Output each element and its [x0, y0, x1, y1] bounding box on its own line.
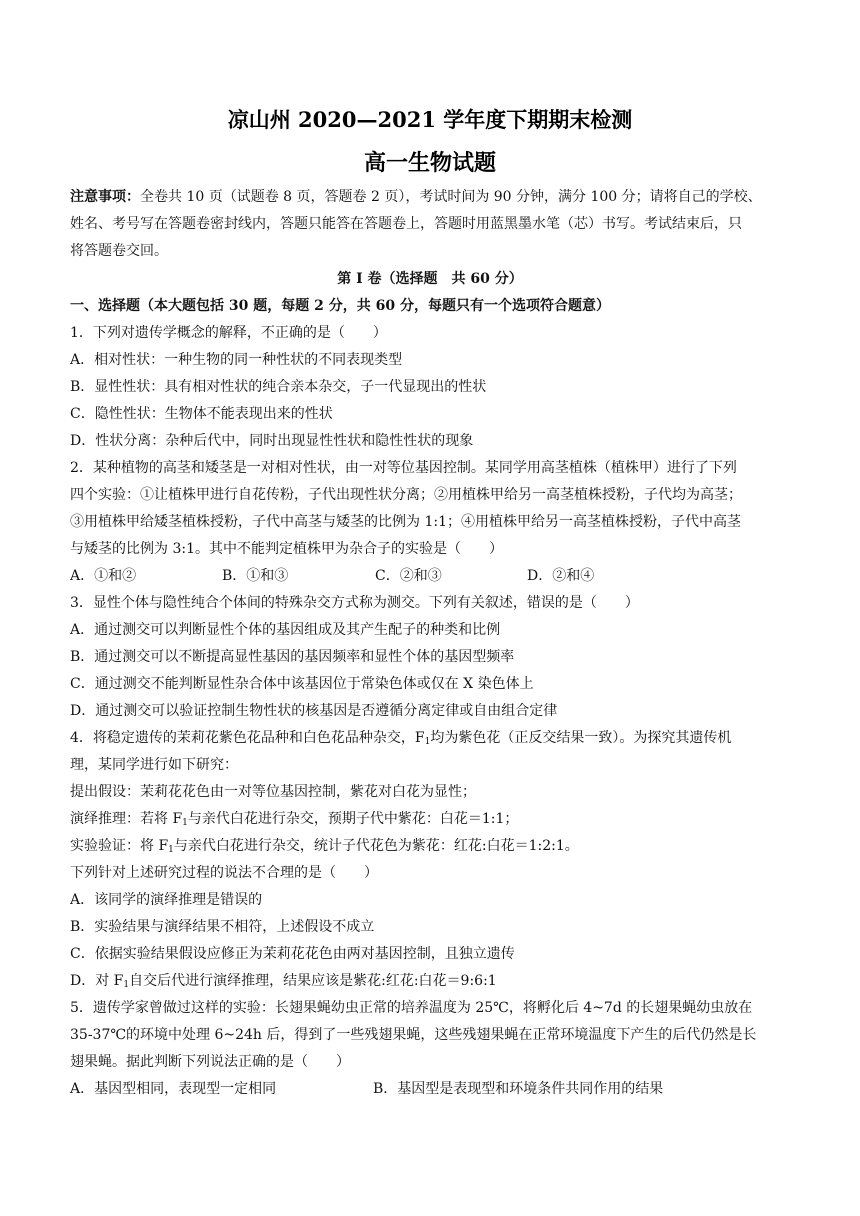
q5-stem-line-1: 5．遗传学家曾做过这样的实验：长翅果蝇幼虫正常的培养温度为 25℃，将孵化后 4~7d 的长翅果蝇幼虫放在	[70, 1000, 753, 1016]
q4-hypothesis: 提出假设：茉莉花花色由一对等位基因控制，紫花对白花为显性；	[70, 784, 476, 800]
q4-optd-subscript: 1	[123, 980, 130, 990]
q4-option-a: A．该同学的演绎推理是错误的	[70, 892, 263, 908]
notice-text-1: 全卷共 10 页（试题卷 8 页，答题卷 2 页），考试时间为 90 分钟，满分 100 分；请将自己的学校、	[140, 189, 762, 205]
volume-title: 第 I 卷（选择题 共 60 分）	[337, 271, 523, 287]
q4-line4-subscript: 1	[182, 818, 188, 828]
q4-line1-part1: 4．将稳定遗传的茉莉花紫色花品种和白色花品种杂交，F	[70, 730, 425, 746]
q4-line5-subscript: 1	[168, 845, 174, 855]
q2-option-c: C．②和③	[375, 568, 442, 584]
q4-line5-part1: 实验验证：将 F	[70, 838, 169, 854]
q4-line4-part2: 与亲代白花进行杂交，预期子代中紫花：白花＝1:1；	[187, 811, 519, 827]
q4-question: 下列针对上述研究过程的说法不合理的是（ ）	[70, 865, 378, 881]
q3-option-a: A．通过测交可以判断显性个体的基因组成及其产生配子的种类和比例	[70, 622, 501, 638]
q2-option-d: D．②和④	[527, 568, 595, 584]
q2-stem-line-1: 2．某种植物的高茎和矮茎是一对相对性状，由一对等位基因控制。某同学用高茎植株（植株甲）进行了下列	[70, 460, 737, 476]
q2-stem-line-4: 与矮茎的比例为 3:1。其中不能判定植株甲为杂合子的实验是（ ）	[70, 541, 503, 557]
q2-stem-line-2: 四个实验：①让植株甲进行自花传粉，子代出现性状分离；②用植株甲给另一高茎植株授粉，子代均为高茎；	[70, 487, 742, 503]
notice-line-2: 姓名、考号写在答题卷密封线内，答题只能答在答题卷上，答题时用蓝黑墨水笔（芯）书写。考试结束后，只	[70, 216, 742, 232]
q4-line5-part2: 与亲代白花进行杂交，统计子代花色为紫花：红花:白花＝1:2:1。	[173, 838, 579, 854]
q5-option-a: A．基因型相同，表现型一定相同	[70, 1081, 277, 1097]
q1-stem: 1．下列对遗传学概念的解释，不正确的是（ ）	[70, 325, 387, 341]
q3-option-c: C．通过测交不能判断显性杂合体中该基因位于常染色体或仅在 X 染色体上	[70, 676, 534, 692]
q4-deduction	[70, 809, 798, 833]
q1-option-b: B．显性性状：具有相对性状的纯合亲本杂交，子一代显现出的性状	[70, 379, 487, 395]
q4-stem-line-1	[70, 728, 798, 752]
q4-option-b: B．实验结果与演绎结果不相符，上述假设不成立	[70, 919, 375, 935]
q4-optd-part1: D．对 F	[70, 973, 124, 989]
notice-line-3: 将答题卷交回。	[70, 243, 168, 259]
q2-option-a: A．①和②	[70, 568, 137, 584]
q4-stem-line-2: 理，某同学进行如下研究：	[70, 757, 238, 773]
q4-line4-part1: 演绎推理：若将 F	[70, 811, 183, 827]
exam-subtitle: 高一生物试题	[363, 150, 496, 176]
q4-line1-part2: 均为紫色花（正反交结果一致）。为探究其遗传机	[430, 730, 732, 746]
q4-optd-part2: 自交后代进行演绎推理，结果应该是紫花:红花:白花＝9:6:1	[129, 973, 497, 989]
q4-verification	[70, 836, 798, 860]
section-heading: 一、选择题（本大题包括 30 题，每题 2 分，共 60 分，每题只有一个选项符合题意）	[70, 298, 610, 314]
q1-option-d: D．性状分离：杂种后代中，同时出现显性性状和隐性性状的现象	[70, 433, 474, 449]
q1-option-a: A．相对性状：一种生物的同一种性状的不同表现类型	[70, 352, 403, 368]
exam-title: 凉山州 2020—2021 学年度下期期末检测	[227, 107, 633, 132]
q2-option-b: B．①和③	[222, 568, 289, 584]
q5-stem-line-3: 翅果蝇。据此判断下列说法正确的是（ ）	[70, 1054, 350, 1070]
q4-option-d	[70, 971, 798, 995]
q4-line1-subscript: 1	[424, 737, 431, 747]
notice-line-1	[70, 187, 798, 207]
q2-stem-line-3: ③用植株甲给矮茎植株授粉，子代中高茎与矮茎的比例为 1:1；④用植株甲给另一高茎植株授粉，子代中高茎	[70, 514, 741, 530]
q5-stem-line-2: 35-37℃的环境中处理 6~24h 后，得到了一些残翅果蝇，这些残翅果蝇在正常环境温度下产生的后代仍然是长	[70, 1027, 757, 1043]
notice-label: 注意事项：	[70, 189, 140, 205]
q5-option-b: B．基因型是表现型和环境条件共同作用的结果	[373, 1081, 664, 1097]
q1-option-c: C．隐性性状：生物体不能表现出来的性状	[70, 406, 333, 422]
q3-stem: 3．显性个体与隐性纯合个体间的特殊杂交方式称为测交。下列有关叙述，错误的是（ ）	[70, 595, 639, 611]
q3-option-d: D．通过测交可以验证控制生物性状的核基因是否遵循分离定律或自由组合定律	[70, 703, 558, 719]
q3-option-b: B．通过测交可以不断提高显性基因的基因频率和显性个体的基因型频率	[70, 649, 515, 665]
q4-option-c: C．依据实验结果假设应修正为茉莉花花色由两对基因控制，且独立遗传	[70, 946, 515, 962]
